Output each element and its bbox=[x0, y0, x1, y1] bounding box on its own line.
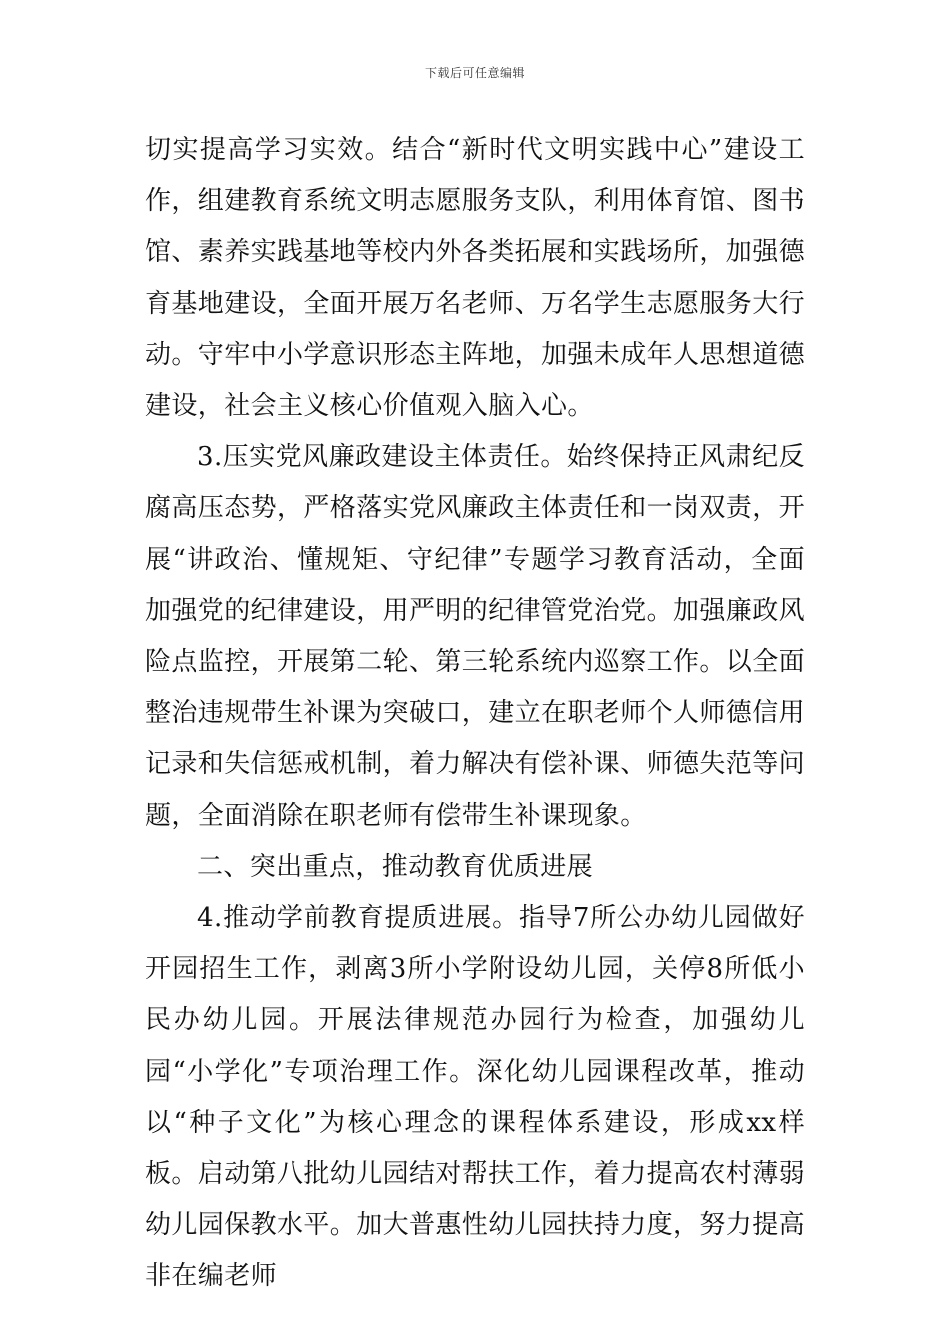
paragraph-continuation: 切实提高学习实效。结合“新时代文明实践中心”建设工作，组建教育系统文明志愿服务支队，利用体育馆、图书馆、素养实践基地等校内外各类拓展和实践场所，加强德育基地建设，全面开展万名老师、万名学生志愿服务大行动。守牢中小学意识形态主阵地，加强未成年人思想道德建设，社会主义核心价值观入脑入心。 bbox=[145, 135, 806, 422]
paragraph-item-4: 4.推动学前教育提质进展。指导7所公办幼儿园做好开园招生工作，剥离3所小学附设幼儿园，关停8所低小民办幼儿园。开展法律规范办园行为检查，加强幼儿园“小学化”专项治理工作。深化幼儿园课程改革，推动以“种子文化”为核心理念的课程体系建设，形成xx样板。启动第八批幼儿园结对帮扶工作，着力提高农村薄弱幼儿园保教水平。加大普惠性幼儿园扶持力度，努力提高非在编老师 bbox=[145, 903, 806, 1292]
section-heading: 二、突出重点，推动教育优质进展 bbox=[197, 851, 594, 882]
document-body bbox=[145, 125, 805, 1303]
page-header: 下载后可任意编辑 bbox=[424, 66, 525, 80]
paragraph-item-3: 3.压实党风廉政建设主体责任。始终保持正风肃纪反腐高压态势，严格落实党风廉政主体责任和一岗双责，开展“讲政治、懂规矩、守纪律”专题学习教育活动，全面加强党的纪律建设，用严明的纪律管党治党。加强廉政风险点监控，开展第二轮、第三轮系统内巡察工作。以全面整治违规带生补课为突破口，建立在职老师个人师德信用记录和失信惩戒机制，着力解决有偿补课、师德失范等问题，全面消除在职老师有偿带生补课现象。 bbox=[145, 442, 806, 831]
